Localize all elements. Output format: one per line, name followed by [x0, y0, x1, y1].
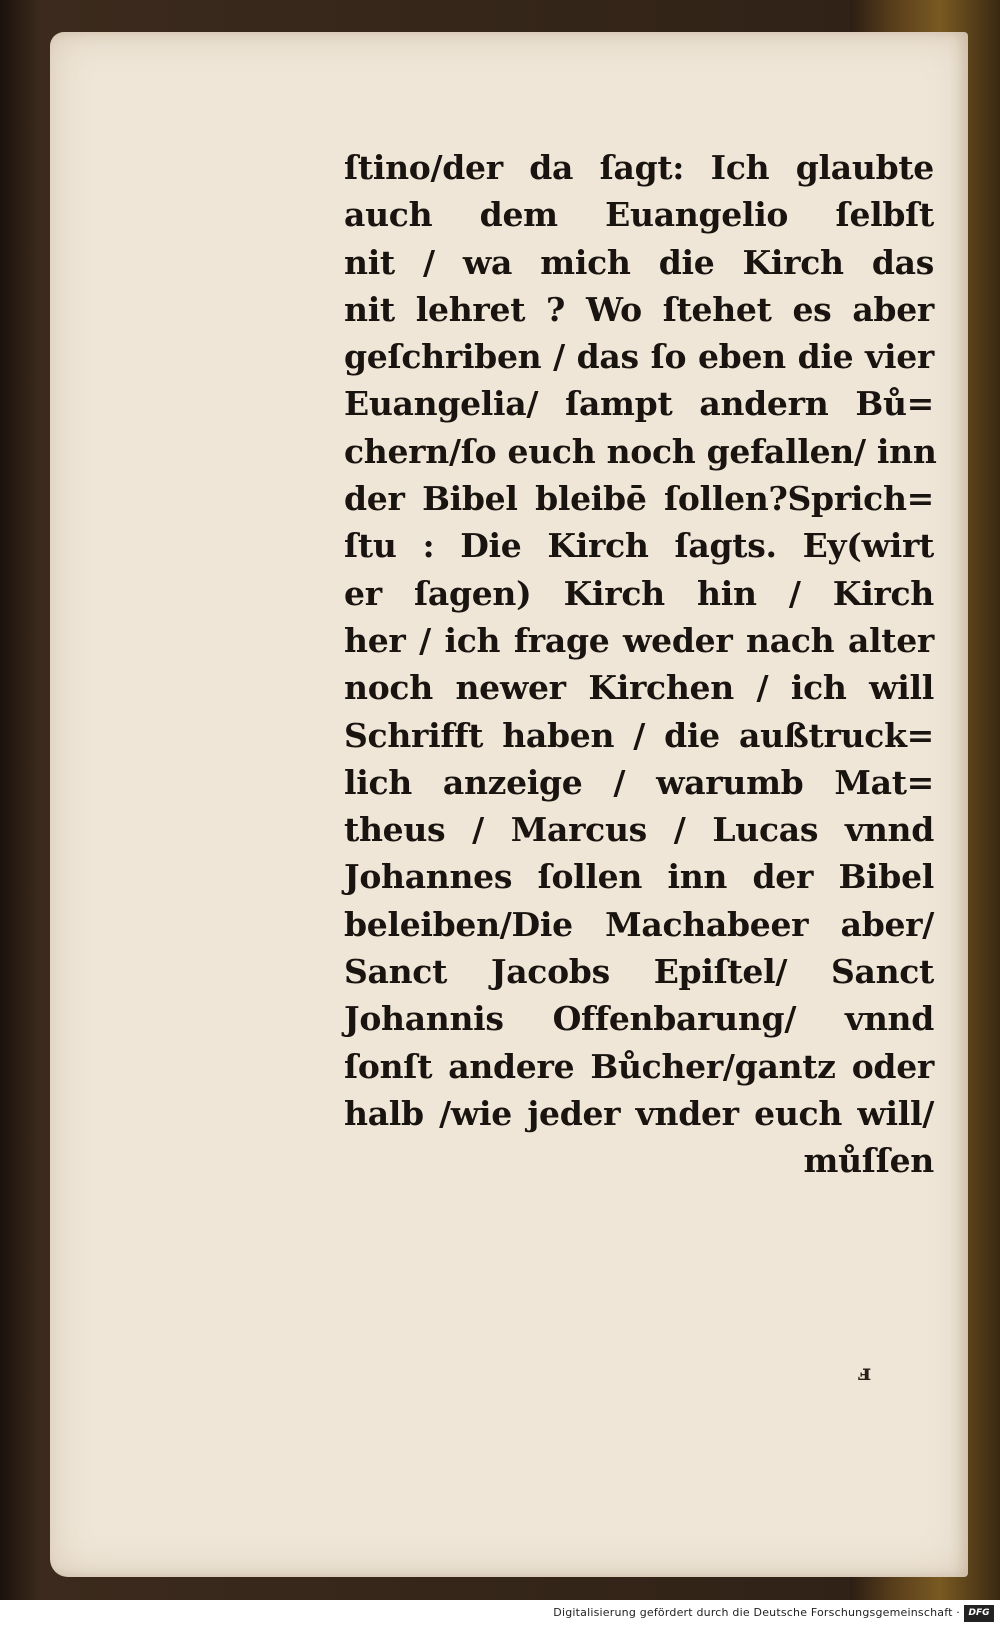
- dfg-logo: DFG: [964, 1605, 994, 1622]
- text-line: beleiben/Die Machabeer aber/: [344, 904, 934, 944]
- text-line: noch newer Kirchen / ich will: [344, 668, 934, 708]
- text-line: chern/ſo euch noch gefallen/ inn: [344, 431, 937, 471]
- catchword: můſſen: [803, 1141, 934, 1181]
- text-line: Euangelia/ ſampt andern Bů=: [344, 384, 934, 424]
- text-line: Johannis Offenbarung/ vnnd: [344, 999, 934, 1039]
- text-line: Sanct Jacobs Epiſtel/ Sanct: [344, 952, 934, 992]
- text-line: Schrifft haben / die außtruck=: [344, 715, 934, 755]
- text-line: geſchriben / das ſo eben die vier: [344, 337, 934, 377]
- text-line: theus / Marcus / Lucas vnnd: [344, 810, 934, 850]
- text-line: halb /wie jeder vnder euch will/: [344, 1093, 934, 1133]
- text-line: der Bibel bleibē ſollen?Sprich=: [344, 479, 934, 519]
- text-line: nit lehret ? Wo ſtehet es aber: [344, 289, 934, 329]
- text-line: lich anzeige / warumb Mat=: [344, 762, 934, 802]
- text-line: ſtino/der da ſagt: Ich glaubte: [344, 148, 934, 187]
- text-line: nit / wa mich die Kirch das: [344, 242, 934, 282]
- footer-credit: Digitalisierung gefördert durch die Deutsche Forschungsgemeinschaft ·: [553, 1606, 960, 1619]
- text-line: auch dem Euangelio ſelbſt: [344, 195, 934, 235]
- page-mark: ⅎ: [858, 1360, 872, 1386]
- text-line: her / ich frage weder nach alter: [344, 620, 934, 660]
- text-line: ſonſt andere Bůcher/gantz oder: [344, 1046, 934, 1086]
- text-line: er ſagen) Kirch hin / Kirch: [344, 573, 934, 613]
- digitization-footer: [0, 1600, 1000, 1629]
- book-page: [50, 32, 968, 1577]
- text-line: ſtu : Die Kirch ſagts. Ey(wirt: [344, 526, 934, 566]
- page-text: [344, 144, 937, 1185]
- text-line: Johannes ſollen inn der Bibel: [344, 857, 934, 897]
